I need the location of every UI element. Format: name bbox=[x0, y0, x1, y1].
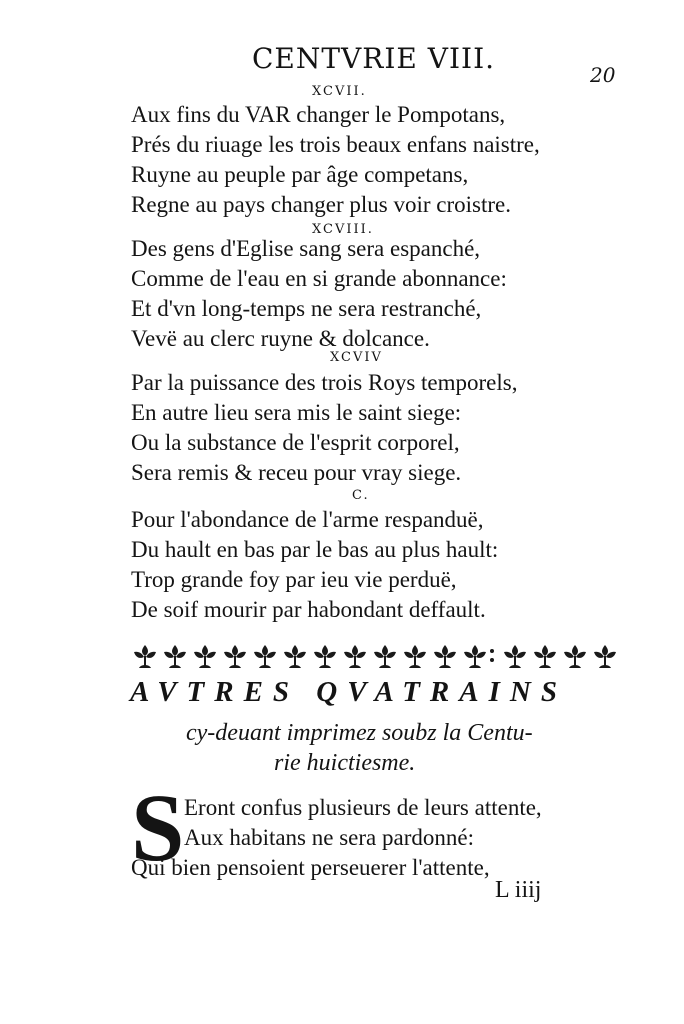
verse-line: Sera remis & receu pour vray siege. bbox=[131, 460, 462, 485]
verse-line: Et d'vn long-temps ne sera restranché, bbox=[131, 296, 482, 321]
verse-line: Vevë au clerc ruyne & dolcance. bbox=[131, 326, 430, 351]
verse-line: Ruyne au peuple par âge competans, bbox=[131, 162, 469, 187]
fleuron-ornament-row bbox=[131, 641, 621, 671]
quatrain-numeral: XCVIV bbox=[330, 350, 383, 365]
verse-line: Trop grande foy par ieu vie perduë, bbox=[131, 567, 457, 592]
quatrain-numeral: C. bbox=[352, 488, 370, 503]
verse-line: Prés du riuage les trois beaux enfans naistre, bbox=[131, 132, 540, 157]
verse-line: Regne au pays changer plus voir croistre. bbox=[131, 192, 512, 217]
verse-line: Aux habitans ne sera pardonné: bbox=[184, 825, 474, 850]
verse-line: Qui bien pensoient perseuerer l'attente, bbox=[131, 855, 490, 880]
page-number: 20 bbox=[590, 63, 616, 87]
section-subtitle-line1: cy-deuant imprimez soubz la Centu- bbox=[186, 720, 533, 746]
verse-line: Du hault en bas par le bas au plus hault: bbox=[131, 537, 499, 562]
section-subtitle-line2: rie huictiesme. bbox=[274, 750, 416, 776]
verse-line: Ou la substance de l'esprit corporel, bbox=[131, 430, 460, 455]
section-title: AVTRES QVATRAINS bbox=[130, 676, 567, 708]
verse-line: Des gens d'Eglise sang sera espanché, bbox=[131, 236, 481, 261]
verse-line: Comme de l'eau en si grande abonnance: bbox=[131, 266, 507, 291]
quatrain-numeral: XCVIII. bbox=[312, 222, 374, 237]
drop-cap: S bbox=[131, 774, 185, 881]
signature-mark: L iiij bbox=[495, 877, 542, 903]
verse-line: En autre lieu sera mis le saint siege: bbox=[131, 400, 462, 425]
quatrain-numeral: XCVII. bbox=[312, 84, 367, 99]
page-header-title: CENTVRIE VIII. bbox=[252, 42, 496, 75]
verse-line: Eront confus plusieurs de leurs attente, bbox=[184, 795, 542, 820]
verse-line: De soif mourir par habondant deffault. bbox=[131, 597, 486, 622]
verse-line: Pour l'abondance de l'arme respanduë, bbox=[131, 507, 484, 532]
verse-line: Aux fins du VAR changer le Pompotans, bbox=[131, 102, 506, 127]
verse-line: Par la puissance des trois Roys temporels, bbox=[131, 370, 518, 395]
